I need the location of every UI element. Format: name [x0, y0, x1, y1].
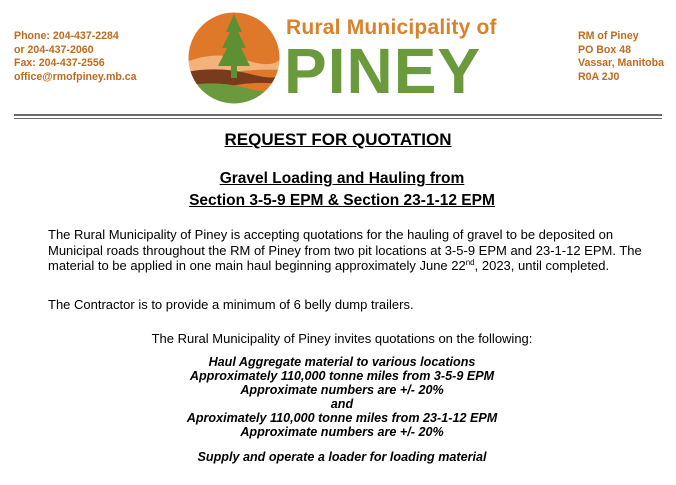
paragraph-text: The Rural Municipality of Piney is accepting quotations for the hauling of gravel to be deposited on Municipal roads throughout the RM of Piney from two pit locations at 3-5-9 EPM and 23-1-12 EPM. The material to be applied in one main haul beginning approximately June 22	[48, 227, 642, 274]
paragraph-text-end: , 2023, until completed.	[474, 258, 610, 274]
item-loader: Supply and operate a loader for loading material	[197, 449, 487, 464]
address-city: Vassar, Manitoba	[578, 57, 664, 70]
document-title: REQUEST FOR QUOTATION	[224, 130, 452, 149]
pine-tree-logo-icon	[186, 10, 282, 106]
item-numbers-2: Approximate numbers are +/- 20%	[240, 425, 444, 440]
mailing-address	[578, 30, 664, 84]
org-name-line1: Rural Municipality of	[286, 16, 497, 39]
email-address: office@rmofpiney.mb.ca	[14, 70, 137, 83]
contractor-paragraph: The Contractor is to provide a minimum of 6 belly dump trailers.	[48, 297, 414, 312]
ordinal-suffix: nd	[465, 258, 475, 268]
address-postal-code: R0A 2J0	[578, 70, 620, 83]
item-spacer	[0, 440, 676, 450]
alt-phone-number: or 204-437-2060	[14, 43, 94, 56]
org-name-line2: PINEY	[284, 35, 482, 107]
invitation-text: The Rural Municipality of Piney invites quotations on the following:	[151, 331, 533, 346]
address-name: RM of Piney	[578, 30, 639, 42]
subtitle-line2: Section 3-5-9 EPM & Section 23-1-12 EPM	[189, 192, 495, 209]
item-haul: Haul Aggregate material to various locations	[208, 355, 476, 369]
item-approx-1: Approximately 110,000 tonne miles from 3-5-9 EPM	[189, 369, 495, 384]
quotation-items	[0, 355, 676, 464]
item-approx-2: Aproximately 110,000 tonne miles from 23-1-12 EPM	[186, 411, 498, 426]
header-divider-thin	[14, 118, 662, 119]
contact-info	[14, 30, 137, 84]
intro-paragraph	[48, 227, 648, 274]
fax-number: Fax: 204-437-2556	[14, 57, 105, 70]
subtitle-line1: Gravel Loading and Hauling from	[219, 170, 465, 187]
address-po-box: PO Box 48	[578, 43, 631, 56]
item-and: and	[330, 397, 354, 412]
header-divider	[14, 114, 662, 116]
item-numbers-1: Approximate numbers are +/- 20%	[240, 383, 444, 398]
phone-number: Phone: 204-437-2284	[14, 30, 119, 42]
